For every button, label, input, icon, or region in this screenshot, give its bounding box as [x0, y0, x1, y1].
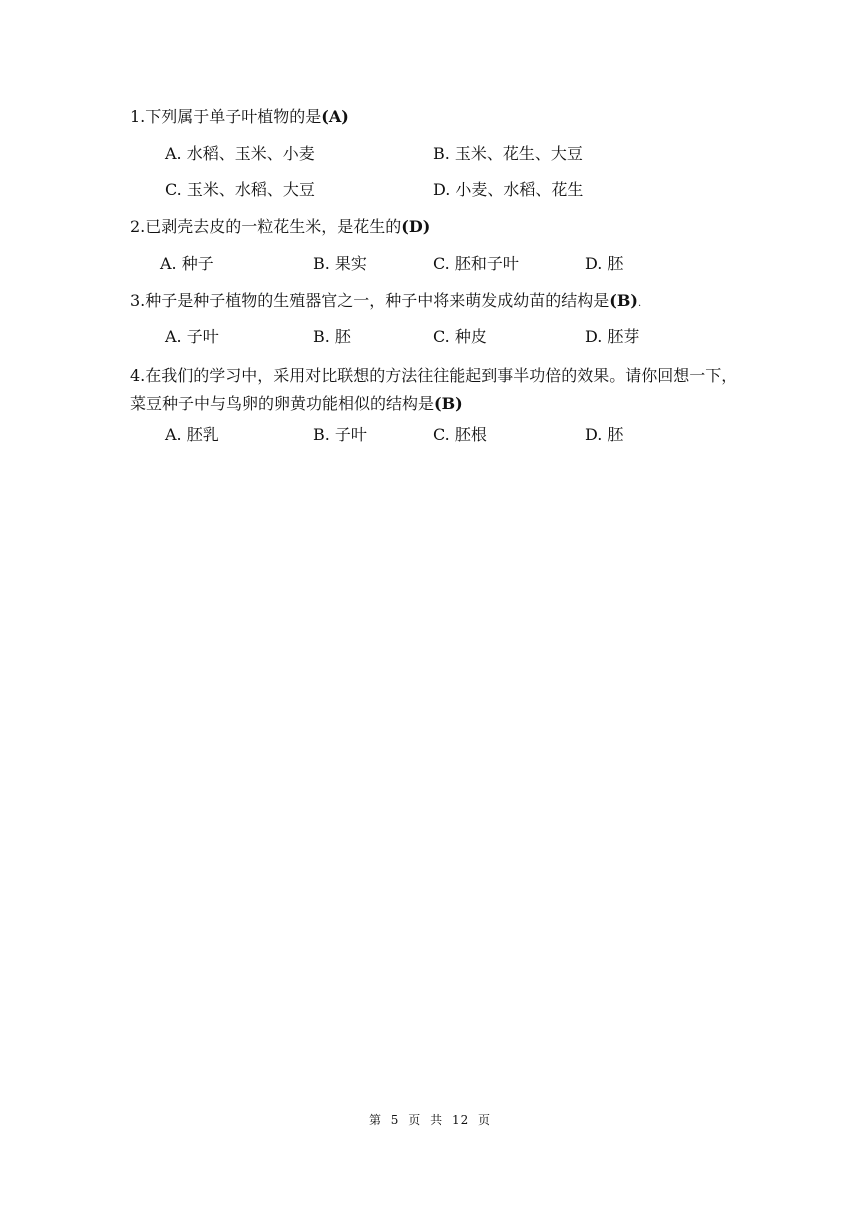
question-1-option-a: A. 水稻、玉米、小麦 — [165, 144, 315, 163]
page-footer — [0, 1111, 860, 1128]
footer-prefix: 第 — [368, 1113, 382, 1127]
question-4-option-d: D. 胚 — [585, 425, 624, 444]
question-1-option-c: C. 玉米、水稻、大豆 — [165, 180, 315, 199]
footer-suffix: 页 — [478, 1113, 492, 1127]
question-3-stem: 3.种子是种子植物的生殖器官之一，种子中将来萌发成幼苗的结构是 — [130, 291, 610, 310]
question-4-option-c: C. 胚根 — [433, 425, 487, 444]
question-2-option-d: D. 胚 — [585, 254, 624, 273]
question-4-option-b: B. 子叶 — [313, 425, 367, 444]
footer-page-word: 页 — [408, 1113, 422, 1127]
question-1 — [130, 104, 750, 130]
question-2-option-a: A. 种子 — [160, 254, 214, 273]
question-3-option-c: C. 种皮 — [433, 327, 487, 346]
question-3-option-b: B. 胚 — [313, 327, 351, 346]
question-2-answer: (D) — [401, 217, 431, 236]
footer-total-pages: 12 — [451, 1113, 470, 1127]
question-2-option-b: B. 果实 — [313, 254, 367, 273]
question-4-answer: (B) — [434, 394, 463, 413]
question-4 — [130, 362, 740, 418]
footer-total-word: 共 — [430, 1113, 444, 1127]
question-2-option-c: C. 胚和子叶 — [433, 254, 519, 273]
question-3-option-d: D. 胚芽 — [585, 327, 640, 346]
question-1-option-d: D. 小麦、水稻、花生 — [433, 180, 584, 199]
question-2 — [130, 214, 750, 240]
question-3-option-a: A. 子叶 — [165, 327, 219, 346]
footer-page-number: 5 — [390, 1113, 400, 1127]
question-4-stem: 4.在我们的学习中，采用对比联想的方法往往能起到事半功倍的效果。请你回想一下，菜豆种子中与鸟卵的卵黄功能相似的结构是 — [130, 366, 738, 413]
question-3-stem-end: . — [637, 298, 642, 309]
question-1-stem: 1.下列属于单子叶植物的是 — [130, 107, 322, 126]
question-1-answer: (A) — [321, 107, 349, 126]
question-3-answer: (B) — [609, 291, 638, 310]
question-2-stem: 2.已剥壳去皮的一粒花生米，是花生的 — [130, 217, 402, 236]
question-3 — [130, 288, 750, 317]
question-1-option-b: B. 玉米、花生、大豆 — [433, 144, 583, 163]
question-4-option-a: A. 胚乳 — [165, 425, 219, 444]
